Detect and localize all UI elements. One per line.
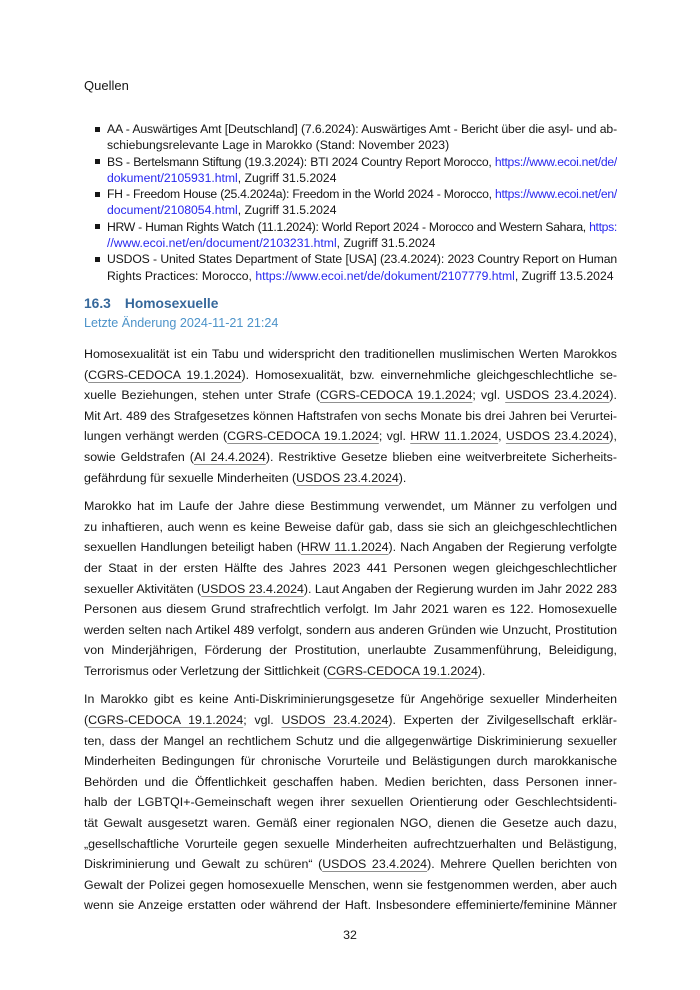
source-url-link[interactable]: https://www.ecoi.net/en/ (494, 187, 617, 202)
source-url-link[interactable]: document/2108054.html (107, 203, 238, 218)
text-run: ). Homosexualität, bzw. einvernehmliche gleichgeschlechtliche se- (241, 367, 617, 382)
text-run: Rights Practices: Morocco, (107, 268, 256, 283)
bullet-square-icon (95, 224, 100, 229)
paragraph-line (84, 751, 617, 772)
paragraph-line (84, 792, 617, 813)
source-item (84, 121, 617, 154)
section-number: 16.3 (84, 295, 111, 311)
source-url-link[interactable]: https://www.ecoi.net/de/ (494, 154, 617, 169)
text-run: USDOS - United States Department of State [USA] (23.4.2024): 2023 Country Report on Human (107, 252, 617, 267)
paragraph-line (84, 447, 617, 468)
paragraph-line (84, 834, 617, 855)
text-run: ). Mehrere Quellen berichten von (427, 857, 617, 872)
text-run: ). Nach Angaben der Regierung verfolgte (388, 540, 617, 555)
citation-link[interactable]: HRW 11.1.2024 (410, 429, 499, 444)
citation-link[interactable]: USDOS 23.4.2024 (505, 388, 610, 403)
citation-link[interactable]: USDOS 23.4.2024 (201, 581, 304, 596)
body-paragraphs (84, 344, 617, 916)
paragraph-line (84, 710, 617, 731)
text-run: HRW - Human Rights Watch (11.1.2024): World Report 2024 - Morocco and Western Sahara, (107, 219, 590, 234)
text-run: In Marokko gibt es keine Anti-Diskriminierungsgesetze für Angehörige sexueller Minderheiten (84, 692, 617, 707)
bullet-square-icon (95, 159, 100, 164)
text-run: Personen aus diesem Grund strafrechtlich verfolgt. Im Jahr 2021 waren es 122. Homosexuelle (84, 602, 617, 617)
text-run: ten, dass der Mangel an rechtlichem Schutz und die allgegenwärtige Diskriminierung sexueller (84, 733, 617, 748)
text-run: , Zugriff 31.5.2024 (237, 203, 337, 218)
paragraph-line (84, 579, 617, 600)
text-run: ; vgl. (243, 713, 282, 728)
source-line (107, 121, 617, 137)
text-run: von Minderjährigen, Förderung der Prostitution, unerlaubte Zusammenführung, Beleidigung, (84, 643, 617, 658)
source-line (107, 251, 617, 267)
citation-link[interactable]: USDOS 23.4.2024 (296, 470, 399, 485)
text-run: xuelle Beziehungen, stehen unter Strafe ( (84, 388, 320, 403)
bullet-square-icon (95, 257, 100, 262)
source-line (107, 137, 617, 153)
text-run: ; vgl. (378, 429, 411, 444)
text-run: tät Gewalt ausgesetzt waren. Gemäß einer regionalen NGO, dienen die Gesetze auch dazu, (84, 816, 617, 831)
paragraph-line (84, 344, 617, 365)
paragraph-line (84, 558, 617, 579)
citation-link[interactable]: USDOS 23.4.2024 (505, 429, 610, 444)
section-heading (84, 295, 617, 312)
source-line (107, 186, 617, 202)
citation-link[interactable]: HRW 11.1.2024 (300, 540, 389, 555)
text-run: Minderheiten Bedingungen für chronische Vorurteile und Belästigungen durch marokkanische (84, 754, 617, 769)
paragraph-line (84, 895, 617, 916)
paragraph (84, 689, 617, 916)
paragraph-line (84, 537, 617, 558)
text-run: Diskriminierung und Gewalt zu schüren“ ( (84, 857, 323, 872)
text-run: Mit Art. 489 des Strafgesetzes können Haftstrafen von sechs Monate bis drei Jahren bei Verurtei- (84, 408, 617, 423)
paragraph-line (84, 661, 617, 682)
text-run: Behörden und die Öffentlichkeit geschaffen haben. Medien berichten, dass Personen inner- (84, 774, 617, 789)
text-run: Terrorismus oder Verletzung der Sittlichkeit ( (84, 663, 328, 678)
paragraph-line (84, 813, 617, 834)
paragraph-line (84, 496, 617, 517)
paragraph-line (84, 599, 617, 620)
text-run: lungen verhängt werden ( (84, 429, 228, 444)
paragraph-line (84, 875, 617, 896)
citation-link[interactable]: CGRS-CEDOCA 19.1.2024 (88, 367, 242, 382)
text-run: Gewalt der Polizei gegen homosexuelle Menschen, wenn sie festgenommen werden, aber auch (84, 877, 617, 892)
text-run: sexuellen Handlungen beteiligt haben ( (84, 540, 301, 555)
page-title: Quellen (84, 78, 129, 93)
paragraph (84, 344, 617, 488)
text-run: ), (609, 429, 617, 444)
text-run: wenn sie Anzeige erstatten oder während der Haft. Insbesondere effeminierte/feminine Männer (84, 898, 617, 913)
source-line (107, 235, 617, 251)
source-url-link[interactable]: //www.ecoi.net/en/document/2103231.html (107, 236, 337, 251)
bullet-square-icon (95, 192, 100, 197)
text-run: ). Laut Angaben der Regierung wurden im Jahr 2022 283 (303, 581, 617, 596)
text-run: ). Experten der Zivilgesellschaft erklär- (388, 713, 617, 728)
text-run: der Staat in der ersten Hälfte des Jahres 2023 441 Personen wegen gleichgeschlechtlicher (84, 560, 617, 575)
paragraph-line (84, 468, 617, 489)
source-line (107, 219, 617, 235)
section-title: Homosexuelle (124, 295, 219, 311)
paragraph-line (84, 385, 617, 406)
source-line (107, 268, 617, 284)
text-run: halb der LGBTQI+-Gemeinschaft wegen ihrer sexuellen Orientierung oder Geschlechtsidenti- (84, 795, 617, 810)
paragraph-line (84, 731, 617, 752)
text-run: ). (477, 663, 486, 678)
paragraph (84, 496, 617, 681)
paragraph-line (84, 620, 617, 641)
paragraph-line (84, 689, 617, 710)
text-run: Homosexualität ist ein Tabu und widerspricht den traditionellen muslimischen Werten Marokkos (84, 346, 617, 361)
paragraph-line (84, 854, 617, 875)
text-run: , (498, 429, 506, 444)
source-url-link[interactable]: dokument/2105931.html (107, 170, 238, 185)
source-line (107, 170, 617, 186)
text-run: BS - Bertelsmann Stiftung (19.3.2024): BTI 2024 Country Report Morocco, (107, 154, 495, 169)
citation-link[interactable]: CGRS-CEDOCA 19.1.2024 (227, 429, 379, 444)
text-run: ). (609, 388, 617, 403)
source-item (84, 186, 617, 219)
text-run: Marokko hat im Laufe der Jahre diese Bestimmung verwendet, um Männer zu verfolgen und (84, 499, 617, 514)
paragraph-line (84, 772, 617, 793)
source-url-link[interactable]: https://www.ecoi.net/de/dokument/2107779.html (255, 268, 515, 283)
sources-list (84, 121, 617, 284)
citation-link[interactable]: AI 24.4.2024 (193, 449, 266, 464)
source-item (84, 219, 617, 252)
text-run: FH - Freedom House (25.4.2024a): Freedom in the World 2024 - Morocco, (107, 187, 495, 202)
text-run: werden selten nach Artikel 489 verfolgt, sondern aus anderen Gründen wie Unzucht, Prostitution (84, 622, 617, 637)
text-run: ( (84, 367, 89, 382)
text-run: , Zugriff 31.5.2024 (336, 236, 436, 251)
citation-link[interactable]: USDOS 23.4.2024 (322, 857, 428, 872)
paragraph-line (84, 640, 617, 661)
citation-link[interactable]: CGRS-CEDOCA 19.1.2024 (327, 663, 478, 678)
text-run: gefährdung für sexuelle Minderheiten ( (84, 470, 297, 485)
text-run: , Zugriff 13.5.2024 (514, 268, 614, 283)
citation-link[interactable]: CGRS-CEDOCA 19.1.2024 (88, 713, 244, 728)
paragraph-line (84, 365, 617, 386)
last-change-note: Letzte Änderung 2024-11-21 21:24 (84, 315, 279, 330)
text-run: sexueller Aktivitäten ( (84, 581, 202, 596)
text-run: ). Restriktive Gesetze blieben eine weitverbreitete Sicherheits- (265, 449, 617, 464)
text-run: „gesellschaftliche Vorurteile gegen sexuelle Minderheiten aufrechtzuerhalten und Belästigung, (84, 836, 617, 851)
text-run: zu inhaftieren, auch wenn es keine Beweise dafür gab, dass sie sich an gleichgeschlechtlichen (84, 519, 617, 534)
source-line (107, 154, 617, 170)
text-run: schiebungsrelevante Lage in Marokko (Stand: November 2023) (107, 138, 450, 153)
source-url-link[interactable]: https: (589, 219, 617, 234)
page-number: 32 (343, 928, 357, 942)
source-item (84, 154, 617, 187)
text-run: , Zugriff 31.5.2024 (237, 170, 337, 185)
citation-link[interactable]: CGRS-CEDOCA 19.1.2024 (319, 388, 473, 403)
source-line (107, 202, 617, 218)
paragraph-line (84, 426, 617, 447)
text-run: sowie Geldstrafen ( (84, 449, 194, 464)
text-run: AA - Auswärtiges Amt [Deutschland] (7.6.2024): Auswärtiges Amt - Bericht über die asyl- und ab- (107, 122, 617, 136)
text-run: ). (398, 470, 407, 485)
text-run: ( (84, 713, 89, 728)
source-item (84, 251, 617, 284)
paragraph-line (84, 517, 617, 538)
text-run: ; vgl. (472, 388, 506, 403)
bullet-square-icon (95, 127, 100, 132)
citation-link[interactable]: USDOS 23.4.2024 (281, 713, 389, 728)
paragraph-line (84, 406, 617, 427)
